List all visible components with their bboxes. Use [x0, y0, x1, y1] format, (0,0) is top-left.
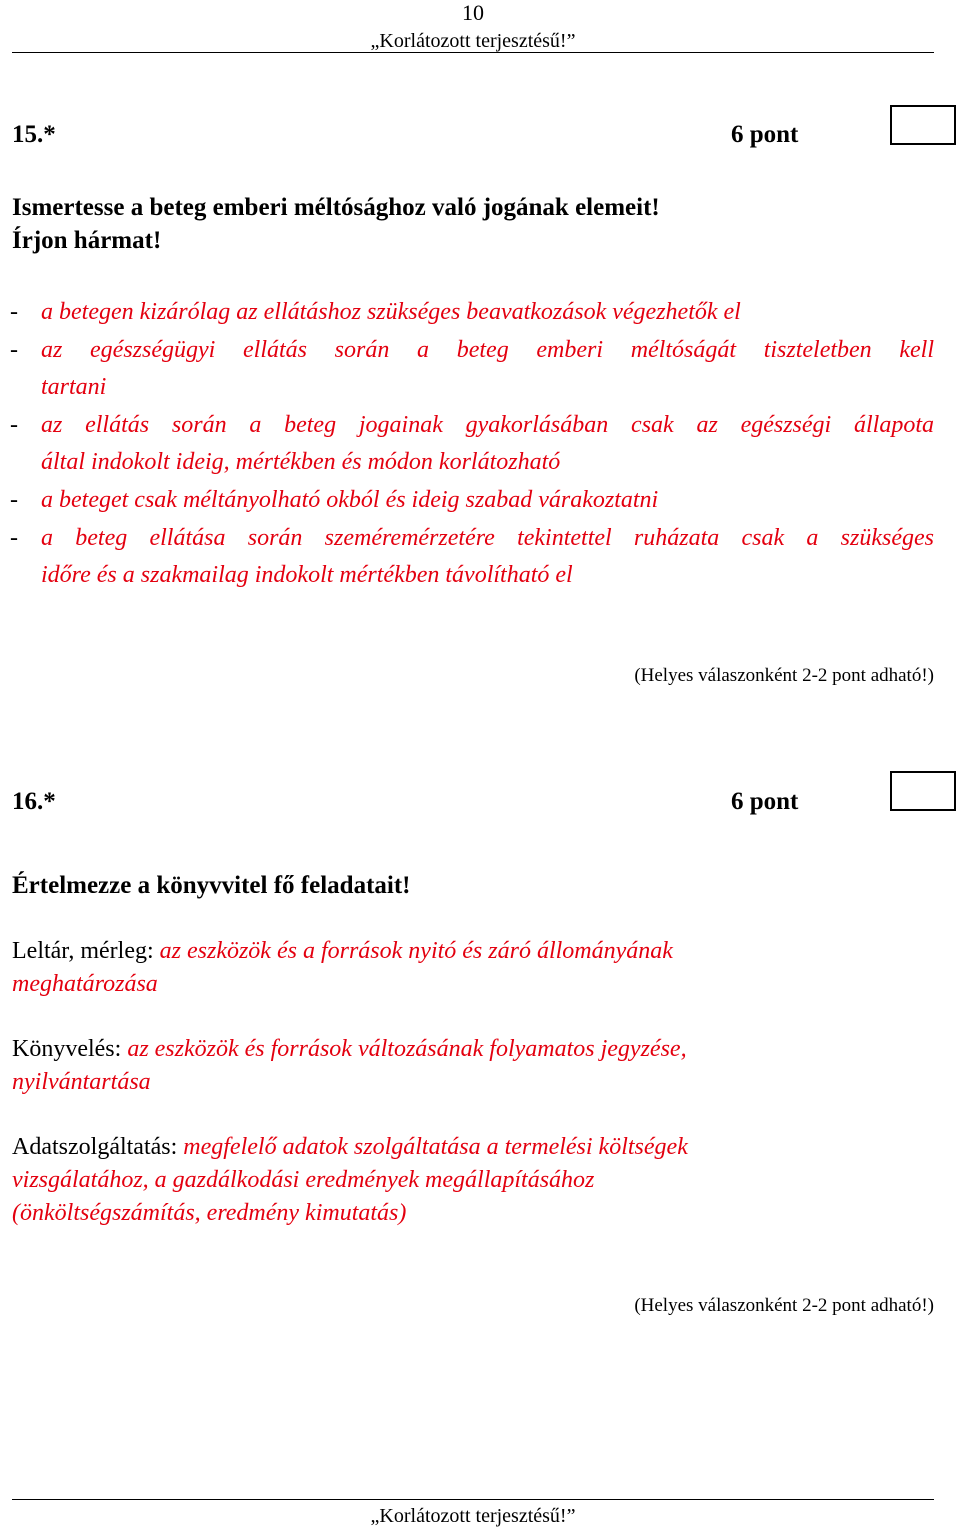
answer-text: (önköltségszámítás, eredmény kimutatás)	[12, 1200, 407, 1226]
question-15-number: 15.*	[12, 121, 56, 148]
answer-text: az eszközök és források változásának folyamatos jegyzése,	[127, 1036, 687, 1062]
answer-line	[12, 935, 912, 968]
answer-text: az egészségügyi ellátás során a beteg emberi méltóságát tiszteletben kell	[41, 336, 934, 363]
answer-block-bookkeeping	[12, 1033, 912, 1099]
answer-item	[10, 332, 940, 370]
answer-label: Leltár, mérleg:	[12, 938, 154, 964]
answer-text: megfelelő adatok szolgáltatása a termelési költségek	[183, 1134, 688, 1160]
question-15-points: 6 pont	[731, 121, 799, 148]
question-16-score-box	[890, 771, 956, 811]
answer-block-data-service	[12, 1131, 912, 1230]
answer-text: időre és a szakmailag indokolt mértékben távolítható el	[41, 562, 573, 589]
answer-text: vizsgálatához, a gazdálkodási eredmények megállapításához	[12, 1167, 595, 1193]
answer-text: meghatározása	[12, 971, 158, 997]
page-number: 10	[462, 0, 484, 25]
answer-text: tartani	[41, 374, 107, 401]
answer-label: Adatszolgáltatás:	[12, 1134, 178, 1160]
answer-block-inventory	[12, 935, 912, 1001]
answer-line	[12, 1164, 912, 1197]
answer-item	[10, 482, 940, 520]
restricted-distribution-header: „Korlátozott terjesztésű!”	[370, 30, 576, 52]
answer-label: Könyvelés:	[12, 1036, 122, 1062]
footer-rule	[12, 1499, 934, 1500]
answer-text: által indokolt ideig, mértékben és módon korlátozható	[41, 449, 561, 476]
question-16-number: 16.*	[12, 788, 56, 815]
answer-item	[10, 407, 940, 445]
list-dash: -	[10, 336, 18, 363]
answer-text: a beteg ellátása során szeméremérzetére tekintettel ruházata csak a szükséges	[41, 524, 934, 551]
answer-line	[12, 1066, 912, 1099]
question-16-prompt: Értelmezze a könyvvitel fő feladatait!	[12, 872, 411, 899]
answer-text: a beteget csak méltányolható okból és ideig szabad várakoztatni	[41, 486, 659, 513]
question-16-points: 6 pont	[731, 788, 799, 815]
question-15-score-box	[890, 105, 956, 145]
answer-line	[12, 1131, 912, 1164]
question-16-scoring-note: (Helyes válaszonként 2-2 pont adható!)	[634, 1295, 934, 1316]
question-15-prompt-line-2: Írjon hármat!	[12, 227, 162, 254]
answer-text: a betegen kizárólag az ellátáshoz szükséges beavatkozások végezhetők el	[41, 299, 741, 325]
answer-line	[12, 1033, 912, 1066]
answer-item-continuation	[10, 444, 940, 482]
restricted-distribution-footer: „Korlátozott terjesztésű!”	[370, 1505, 576, 1527]
answer-line	[12, 1197, 912, 1230]
list-dash: -	[10, 299, 18, 325]
answer-item-continuation	[10, 369, 940, 407]
answer-item	[10, 520, 940, 558]
question-15-scoring-note: (Helyes válaszonként 2-2 pont adható!)	[634, 665, 934, 686]
answer-text: nyilvántartása	[12, 1069, 151, 1095]
answer-text: az eszközök és a források nyitó és záró állományának	[159, 938, 673, 964]
list-dash: -	[10, 524, 18, 551]
header-rule	[12, 52, 934, 53]
question-15-prompt-line-1: Ismertesse a beteg emberi méltósághoz való jogának elemeit!	[12, 194, 660, 221]
answer-item	[10, 294, 940, 332]
answer-line	[12, 968, 912, 1001]
list-dash: -	[10, 486, 18, 513]
list-dash: -	[10, 411, 18, 438]
answer-item-continuation	[10, 557, 940, 595]
answer-text: az ellátás során a beteg jogainak gyakorlásában csak az egészségi állapota	[41, 411, 934, 438]
question-15-answer-list	[10, 294, 940, 595]
